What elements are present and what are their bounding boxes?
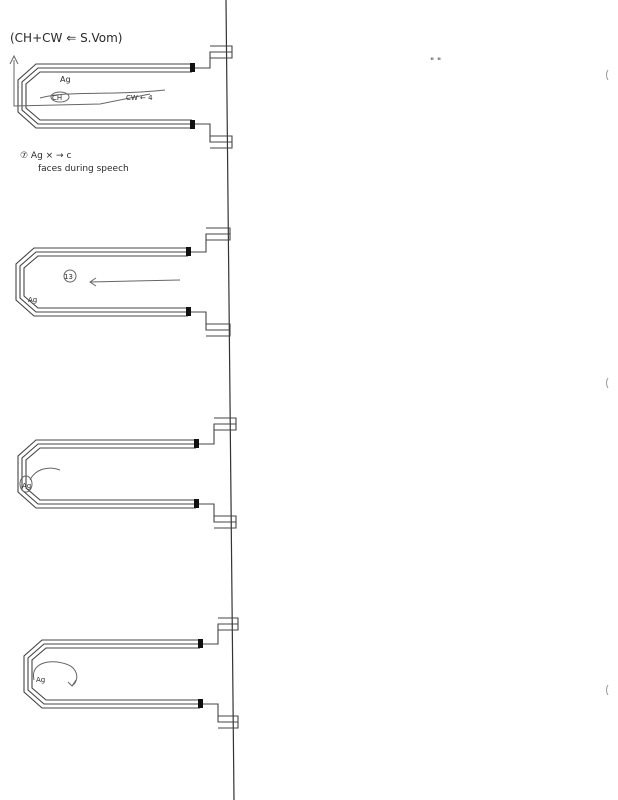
stage-caption-line2: faces during speech bbox=[38, 164, 129, 174]
stage-door-bottom-1 bbox=[190, 120, 195, 129]
binder-hole-middle bbox=[606, 378, 608, 388]
stage-group-2 bbox=[16, 228, 230, 336]
blocking-arrows-2 bbox=[64, 270, 180, 286]
stage-door-top-3 bbox=[194, 439, 199, 448]
binder-hole-bottom bbox=[606, 685, 608, 695]
stage-group-4 bbox=[24, 618, 238, 728]
stage-label-ag-4: Ag bbox=[36, 676, 46, 684]
stage-outline-4 bbox=[24, 640, 200, 708]
stage-door-top-2 bbox=[186, 247, 191, 256]
wing-flats-2 bbox=[191, 228, 230, 336]
center-divider-line bbox=[226, 0, 234, 800]
stage-door-top-4 bbox=[198, 639, 203, 648]
stage-label-ch-1: CH bbox=[52, 94, 63, 102]
stage-label-ag-1: Ag bbox=[60, 75, 71, 84]
header-note: (CH+CW ⇐ S.Vom) bbox=[10, 31, 123, 45]
quote-marks: " " bbox=[430, 57, 442, 67]
stage-group-1 bbox=[10, 46, 232, 174]
stage-label-cw-1: CW ← 4 bbox=[126, 94, 153, 102]
stage-door-top-1 bbox=[190, 63, 195, 72]
stage-label-ag-2: Ag bbox=[28, 296, 38, 304]
stage-door-bottom-4 bbox=[198, 699, 203, 708]
binder-hole-top bbox=[606, 70, 608, 80]
stage-label-ag-3: Ag bbox=[22, 482, 32, 490]
stage-label-num-2: 13 bbox=[64, 273, 73, 281]
stage-door-bottom-2 bbox=[186, 307, 191, 316]
stage-door-bottom-3 bbox=[194, 499, 199, 508]
stage-outline-1 bbox=[18, 64, 192, 128]
stage-caption-line1: ⑦ Ag × → c bbox=[20, 151, 72, 161]
stage-outline-3 bbox=[18, 440, 196, 508]
stage-group-3 bbox=[18, 418, 236, 528]
